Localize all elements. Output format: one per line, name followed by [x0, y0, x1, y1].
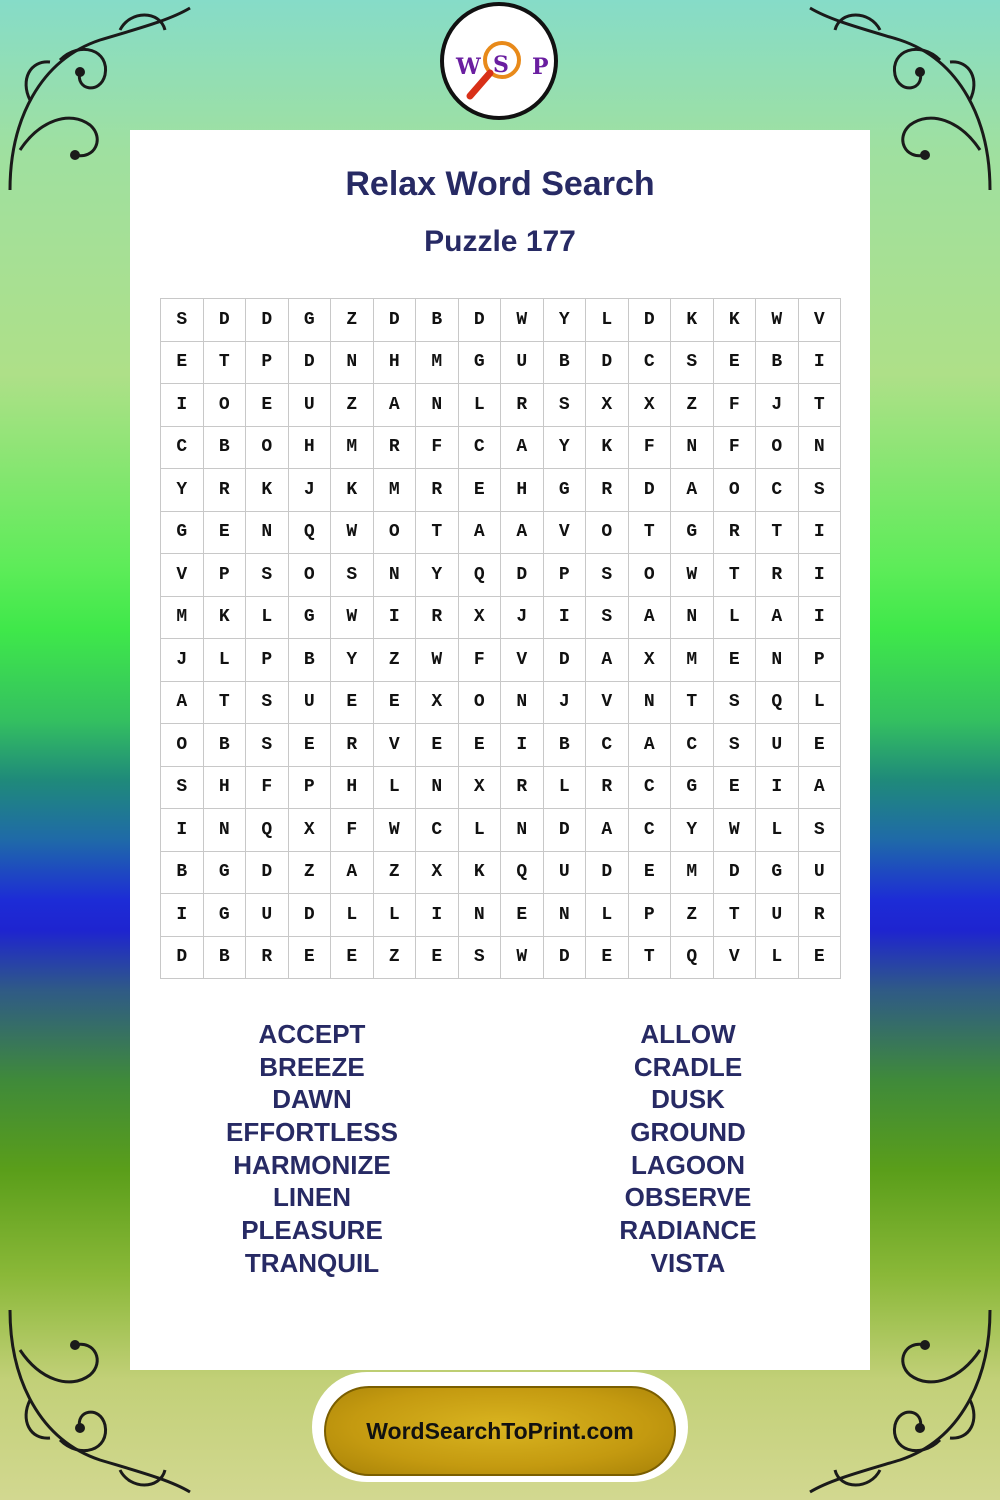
grid-cell[interactable]: S	[714, 682, 757, 725]
grid-cell[interactable]: I	[756, 767, 799, 810]
grid-cell[interactable]: E	[459, 724, 502, 767]
grid-cell[interactable]: W	[501, 937, 544, 980]
grid-cell[interactable]: T	[416, 512, 459, 555]
grid-cell[interactable]: L	[459, 384, 502, 427]
grid-cell[interactable]: X	[459, 597, 502, 640]
word-item: DAWN	[272, 1084, 352, 1115]
grid-cell[interactable]: P	[799, 639, 842, 682]
grid-cell[interactable]: T	[714, 554, 757, 597]
grid-cell[interactable]: P	[544, 554, 587, 597]
grid-cell[interactable]: V	[586, 682, 629, 725]
letter-grid	[160, 298, 841, 979]
grid-cell[interactable]: N	[799, 427, 842, 470]
grid-cell[interactable]: B	[289, 639, 332, 682]
grid-cell[interactable]: B	[204, 724, 247, 767]
grid-cell[interactable]: D	[586, 852, 629, 895]
grid-cell[interactable]: E	[374, 682, 417, 725]
grid-cell[interactable]: L	[756, 937, 799, 980]
grid-cell[interactable]: D	[629, 469, 672, 512]
grid-cell[interactable]: E	[331, 937, 374, 980]
grid-cell[interactable]: Z	[671, 384, 714, 427]
grid-cell[interactable]: G	[204, 852, 247, 895]
site-banner[interactable]	[312, 1372, 688, 1482]
word-item: ACCEPT	[258, 1019, 366, 1049]
grid-cell[interactable]: O	[246, 427, 289, 470]
grid-cell[interactable]: I	[799, 554, 842, 597]
grid-cell[interactable]: R	[246, 937, 289, 980]
grid-cell[interactable]: V	[544, 512, 587, 555]
grid-cell[interactable]: F	[629, 427, 672, 470]
grid-cell[interactable]: S	[586, 597, 629, 640]
grid-cell[interactable]: L	[799, 682, 842, 725]
grid-cell[interactable]: L	[459, 809, 502, 852]
grid-cell[interactable]: K	[459, 852, 502, 895]
grid-cell[interactable]: P	[246, 639, 289, 682]
grid-cell[interactable]: M	[374, 469, 417, 512]
grid-cell[interactable]: N	[671, 427, 714, 470]
grid-cell[interactable]: U	[289, 384, 332, 427]
grid-cell[interactable]: L	[331, 894, 374, 937]
grid-cell[interactable]: F	[714, 384, 757, 427]
grid-cell[interactable]: E	[416, 937, 459, 980]
grid-cell[interactable]: D	[544, 809, 587, 852]
grid-cell[interactable]: N	[544, 894, 587, 937]
grid-cell[interactable]: J	[756, 384, 799, 427]
grid-cell[interactable]: G	[459, 342, 502, 385]
grid-cell[interactable]: R	[331, 724, 374, 767]
grid-cell[interactable]: Q	[756, 682, 799, 725]
word-item: HARMONIZE	[233, 1149, 391, 1180]
grid-cell[interactable]: Q	[246, 809, 289, 852]
grid-cell[interactable]: B	[544, 342, 587, 385]
grid-cell[interactable]: O	[586, 512, 629, 555]
puzzle-card	[130, 130, 870, 1370]
grid-cell[interactable]: G	[289, 597, 332, 640]
word-item: ALLOW	[640, 1019, 736, 1049]
grid-cell[interactable]: E	[289, 724, 332, 767]
grid-cell[interactable]: I	[799, 512, 842, 555]
grid-cell[interactable]: A	[671, 469, 714, 512]
logo-letter-s: S	[493, 52, 509, 78]
grid-cell[interactable]: E	[459, 469, 502, 512]
word-item: LINEN	[273, 1182, 351, 1213]
grid-cell[interactable]: H	[204, 767, 247, 810]
grid-cell[interactable]: W	[331, 597, 374, 640]
grid-cell[interactable]: Z	[331, 384, 374, 427]
word-item: RADIANCE	[619, 1215, 757, 1246]
grid-cell[interactable]: C	[161, 427, 204, 470]
grid-cell[interactable]: E	[331, 682, 374, 725]
grid-cell[interactable]: J	[161, 639, 204, 682]
grid-cell[interactable]: S	[246, 724, 289, 767]
grid-cell[interactable]: S	[799, 809, 842, 852]
grid-cell[interactable]: K	[671, 299, 714, 342]
grid-cell[interactable]: H	[501, 469, 544, 512]
grid-cell[interactable]: W	[671, 554, 714, 597]
grid-cell[interactable]: U	[756, 894, 799, 937]
word-item: VISTA	[650, 1247, 726, 1278]
grid-cell[interactable]: N	[246, 512, 289, 555]
grid-cell[interactable]: A	[501, 512, 544, 555]
grid-cell[interactable]: L	[374, 894, 417, 937]
grid-cell[interactable]: G	[671, 767, 714, 810]
grid-cell[interactable]: I	[544, 597, 587, 640]
grid-cell[interactable]: L	[204, 639, 247, 682]
grid-cell[interactable]: D	[544, 937, 587, 980]
grid-cell[interactable]: E	[501, 894, 544, 937]
grid-cell[interactable]: Y	[161, 469, 204, 512]
grid-cell[interactable]: W	[416, 639, 459, 682]
grid-cell[interactable]: D	[246, 299, 289, 342]
grid-cell[interactable]: K	[204, 597, 247, 640]
grid-cell[interactable]: X	[629, 384, 672, 427]
grid-cell[interactable]: G	[204, 894, 247, 937]
grid-cell[interactable]: N	[756, 639, 799, 682]
grid-cell[interactable]: I	[161, 809, 204, 852]
grid-cell[interactable]: X	[416, 852, 459, 895]
grid-cell[interactable]: E	[161, 342, 204, 385]
grid-cell[interactable]: Y	[671, 809, 714, 852]
site-link[interactable]: WordSearchToPrint.com	[324, 1386, 676, 1476]
grid-cell[interactable]: K	[331, 469, 374, 512]
grid-cell[interactable]: F	[714, 427, 757, 470]
grid-cell[interactable]: S	[714, 724, 757, 767]
grid-cell[interactable]: W	[374, 809, 417, 852]
grid-cell[interactable]: D	[204, 299, 247, 342]
grid-cell[interactable]: T	[756, 512, 799, 555]
grid-cell[interactable]: D	[459, 299, 502, 342]
grid-cell[interactable]: X	[629, 639, 672, 682]
grid-cell[interactable]: R	[501, 384, 544, 427]
grid-cell[interactable]: L	[246, 597, 289, 640]
grid-cell[interactable]: S	[331, 554, 374, 597]
page-title: Relax Word Search	[345, 165, 655, 203]
grid-cell[interactable]: R	[799, 894, 842, 937]
grid-cell[interactable]: L	[586, 299, 629, 342]
word-list-right	[538, 1018, 838, 1280]
grid-cell[interactable]: C	[416, 809, 459, 852]
grid-cell[interactable]: S	[799, 469, 842, 512]
grid-cell[interactable]: G	[756, 852, 799, 895]
grid-cell[interactable]: F	[416, 427, 459, 470]
grid-cell[interactable]: N	[501, 809, 544, 852]
grid-cell[interactable]: B	[204, 937, 247, 980]
grid-cell[interactable]: E	[289, 937, 332, 980]
word-item: PLEASURE	[241, 1215, 383, 1246]
grid-cell[interactable]: B	[161, 852, 204, 895]
grid-cell[interactable]: L	[714, 597, 757, 640]
grid-cell[interactable]: A	[799, 767, 842, 810]
grid-cell[interactable]: G	[289, 299, 332, 342]
grid-cell[interactable]: T	[629, 512, 672, 555]
grid-cell[interactable]: M	[671, 852, 714, 895]
grid-cell[interactable]: S	[161, 767, 204, 810]
grid-cell[interactable]: T	[204, 682, 247, 725]
grid-cell[interactable]: E	[714, 342, 757, 385]
grid-cell[interactable]: A	[629, 597, 672, 640]
grid-cell[interactable]: R	[374, 427, 417, 470]
grid-cell[interactable]: E	[714, 767, 757, 810]
grid-cell[interactable]: B	[204, 427, 247, 470]
grid-cell[interactable]: X	[289, 809, 332, 852]
logo-letter-w: W	[456, 54, 481, 80]
grid-cell[interactable]: T	[204, 342, 247, 385]
grid-cell[interactable]: J	[289, 469, 332, 512]
grid-cell[interactable]: I	[161, 894, 204, 937]
grid-cell[interactable]: Z	[289, 852, 332, 895]
grid-cell[interactable]: Z	[374, 852, 417, 895]
grid-cell[interactable]: C	[459, 427, 502, 470]
grid-cell[interactable]: Y	[331, 639, 374, 682]
grid-cell[interactable]: O	[204, 384, 247, 427]
grid-cell[interactable]: B	[416, 299, 459, 342]
grid-cell[interactable]: R	[204, 469, 247, 512]
grid-cell[interactable]: D	[629, 299, 672, 342]
grid-cell[interactable]: U	[289, 682, 332, 725]
grid-cell[interactable]: D	[501, 554, 544, 597]
grid-cell[interactable]: A	[629, 724, 672, 767]
grid-cell[interactable]: V	[501, 639, 544, 682]
grid-cell[interactable]: I	[501, 724, 544, 767]
grid-cell[interactable]: R	[586, 469, 629, 512]
grid-cell[interactable]: A	[586, 809, 629, 852]
grid-cell[interactable]: L	[756, 809, 799, 852]
grid-cell[interactable]: I	[799, 597, 842, 640]
grid-cell[interactable]: D	[586, 342, 629, 385]
grid-cell[interactable]: O	[756, 427, 799, 470]
grid-cell[interactable]: S	[459, 937, 502, 980]
word-item: BREEZE	[259, 1051, 365, 1082]
grid-cell[interactable]: K	[714, 299, 757, 342]
grid-cell[interactable]: P	[289, 767, 332, 810]
grid-cell[interactable]: X	[416, 682, 459, 725]
grid-cell[interactable]: N	[416, 384, 459, 427]
grid-cell[interactable]: W	[714, 809, 757, 852]
grid-cell[interactable]: G	[671, 512, 714, 555]
grid-cell[interactable]: C	[586, 724, 629, 767]
grid-cell[interactable]: N	[629, 682, 672, 725]
grid-cell[interactable]: A	[459, 512, 502, 555]
grid-cell[interactable]: P	[629, 894, 672, 937]
grid-cell[interactable]: Q	[501, 852, 544, 895]
grid-cell[interactable]: R	[416, 597, 459, 640]
grid-cell[interactable]: O	[459, 682, 502, 725]
grid-cell[interactable]: D	[289, 894, 332, 937]
grid-cell[interactable]: E	[204, 512, 247, 555]
grid-cell[interactable]: D	[246, 852, 289, 895]
grid-cell[interactable]: A	[501, 427, 544, 470]
grid-cell[interactable]: P	[246, 342, 289, 385]
grid-cell[interactable]: A	[161, 682, 204, 725]
grid-cell[interactable]: C	[629, 342, 672, 385]
word-item: LAGOON	[630, 1149, 746, 1180]
grid-cell[interactable]: N	[374, 554, 417, 597]
grid-cell[interactable]: Z	[374, 937, 417, 980]
word-item: CRADLE	[633, 1051, 743, 1082]
grid-cell[interactable]: R	[501, 767, 544, 810]
grid-cell[interactable]: X	[459, 767, 502, 810]
word-item: GROUND	[630, 1117, 746, 1148]
grid-cell[interactable]: Q	[289, 512, 332, 555]
grid-cell[interactable]: J	[501, 597, 544, 640]
grid-cell[interactable]: I	[416, 894, 459, 937]
grid-cell[interactable]: S	[544, 384, 587, 427]
grid-cell[interactable]: N	[501, 682, 544, 725]
grid-cell[interactable]: U	[756, 724, 799, 767]
grid-cell[interactable]: E	[246, 384, 289, 427]
word-item: DUSK	[651, 1084, 725, 1115]
word-item: OBSERVE	[624, 1182, 752, 1213]
grid-cell[interactable]: D	[544, 639, 587, 682]
grid-cell[interactable]: F	[246, 767, 289, 810]
grid-cell[interactable]: U	[544, 852, 587, 895]
grid-cell[interactable]: Z	[671, 894, 714, 937]
grid-cell[interactable]: S	[246, 554, 289, 597]
grid-cell[interactable]: O	[714, 469, 757, 512]
grid-cell[interactable]: A	[756, 597, 799, 640]
grid-cell[interactable]: E	[799, 937, 842, 980]
grid-cell[interactable]: S	[671, 342, 714, 385]
grid-cell[interactable]: Z	[331, 299, 374, 342]
grid-cell[interactable]: E	[714, 639, 757, 682]
grid-cell[interactable]: F	[331, 809, 374, 852]
grid-cell[interactable]: N	[204, 809, 247, 852]
grid-cell[interactable]: Q	[671, 937, 714, 980]
grid-cell[interactable]: E	[799, 724, 842, 767]
grid-cell[interactable]: D	[714, 852, 757, 895]
grid-cell[interactable]: R	[756, 554, 799, 597]
grid-cell[interactable]: C	[671, 724, 714, 767]
grid-cell[interactable]: Q	[459, 554, 502, 597]
grid-cell[interactable]: W	[501, 299, 544, 342]
word-item: TRANQUIL	[244, 1247, 380, 1278]
grid-cell[interactable]: V	[714, 937, 757, 980]
grid-cell[interactable]: O	[161, 724, 204, 767]
grid-cell[interactable]: R	[714, 512, 757, 555]
grid-cell[interactable]: C	[629, 767, 672, 810]
grid-cell[interactable]: T	[714, 894, 757, 937]
grid-cell[interactable]: J	[544, 682, 587, 725]
grid-cell[interactable]: V	[374, 724, 417, 767]
grid-cell[interactable]: H	[374, 342, 417, 385]
grid-cell[interactable]: T	[799, 384, 842, 427]
grid-cell[interactable]: D	[161, 937, 204, 980]
grid-cell[interactable]: F	[459, 639, 502, 682]
grid-cell[interactable]: A	[374, 384, 417, 427]
grid-cell[interactable]: I	[161, 384, 204, 427]
grid-cell[interactable]: I	[799, 342, 842, 385]
grid-cell[interactable]: W	[756, 299, 799, 342]
grid-cell[interactable]: Y	[416, 554, 459, 597]
grid-cell[interactable]: N	[459, 894, 502, 937]
grid-cell[interactable]: S	[161, 299, 204, 342]
grid-cell[interactable]: V	[161, 554, 204, 597]
grid-cell[interactable]: W	[331, 512, 374, 555]
grid-cell[interactable]: U	[246, 894, 289, 937]
grid-cell[interactable]: X	[586, 384, 629, 427]
wsp-logo[interactable]	[440, 2, 558, 120]
grid-cell[interactable]: N	[331, 342, 374, 385]
grid-cell[interactable]: V	[799, 299, 842, 342]
grid-cell[interactable]: S	[586, 554, 629, 597]
grid-cell[interactable]: O	[289, 554, 332, 597]
grid-cell[interactable]: D	[289, 342, 332, 385]
grid-cell[interactable]: T	[629, 937, 672, 980]
grid-cell[interactable]: R	[586, 767, 629, 810]
grid-cell[interactable]: U	[501, 342, 544, 385]
grid-cell[interactable]: A	[331, 852, 374, 895]
grid-cell[interactable]: B	[544, 724, 587, 767]
grid-cell[interactable]: S	[246, 682, 289, 725]
grid-cell[interactable]: H	[289, 427, 332, 470]
grid-cell[interactable]: E	[586, 937, 629, 980]
grid-cell[interactable]: Z	[374, 639, 417, 682]
grid-cell[interactable]: L	[544, 767, 587, 810]
grid-cell[interactable]: D	[374, 299, 417, 342]
grid-cell[interactable]: L	[374, 767, 417, 810]
grid-cell[interactable]: H	[331, 767, 374, 810]
grid-cell[interactable]: B	[756, 342, 799, 385]
grid-cell[interactable]: G	[544, 469, 587, 512]
grid-cell[interactable]: O	[629, 554, 672, 597]
grid-cell[interactable]: I	[374, 597, 417, 640]
grid-cell[interactable]: M	[331, 427, 374, 470]
grid-cell[interactable]: P	[204, 554, 247, 597]
grid-cell[interactable]: L	[586, 894, 629, 937]
grid-cell[interactable]: K	[246, 469, 289, 512]
grid-cell[interactable]: C	[756, 469, 799, 512]
grid-cell[interactable]: M	[161, 597, 204, 640]
grid-cell[interactable]: T	[671, 682, 714, 725]
grid-cell[interactable]: R	[416, 469, 459, 512]
word-item: EFFORTLESS	[226, 1117, 398, 1148]
grid-cell[interactable]: M	[671, 639, 714, 682]
grid-cell[interactable]: A	[586, 639, 629, 682]
grid-cell[interactable]: Y	[544, 427, 587, 470]
grid-cell[interactable]: O	[374, 512, 417, 555]
grid-cell[interactable]: N	[671, 597, 714, 640]
puzzle-number: Puzzle 177	[424, 225, 576, 258]
grid-cell[interactable]: U	[799, 852, 842, 895]
grid-cell[interactable]: M	[416, 342, 459, 385]
grid-cell[interactable]: C	[629, 809, 672, 852]
grid-cell[interactable]: N	[416, 767, 459, 810]
grid-cell[interactable]: G	[161, 512, 204, 555]
grid-cell[interactable]: Y	[544, 299, 587, 342]
word-list-left	[162, 1018, 462, 1280]
grid-cell[interactable]: E	[416, 724, 459, 767]
logo-letter-p: P	[532, 54, 549, 80]
grid-cell[interactable]: E	[629, 852, 672, 895]
grid-cell[interactable]: K	[586, 427, 629, 470]
